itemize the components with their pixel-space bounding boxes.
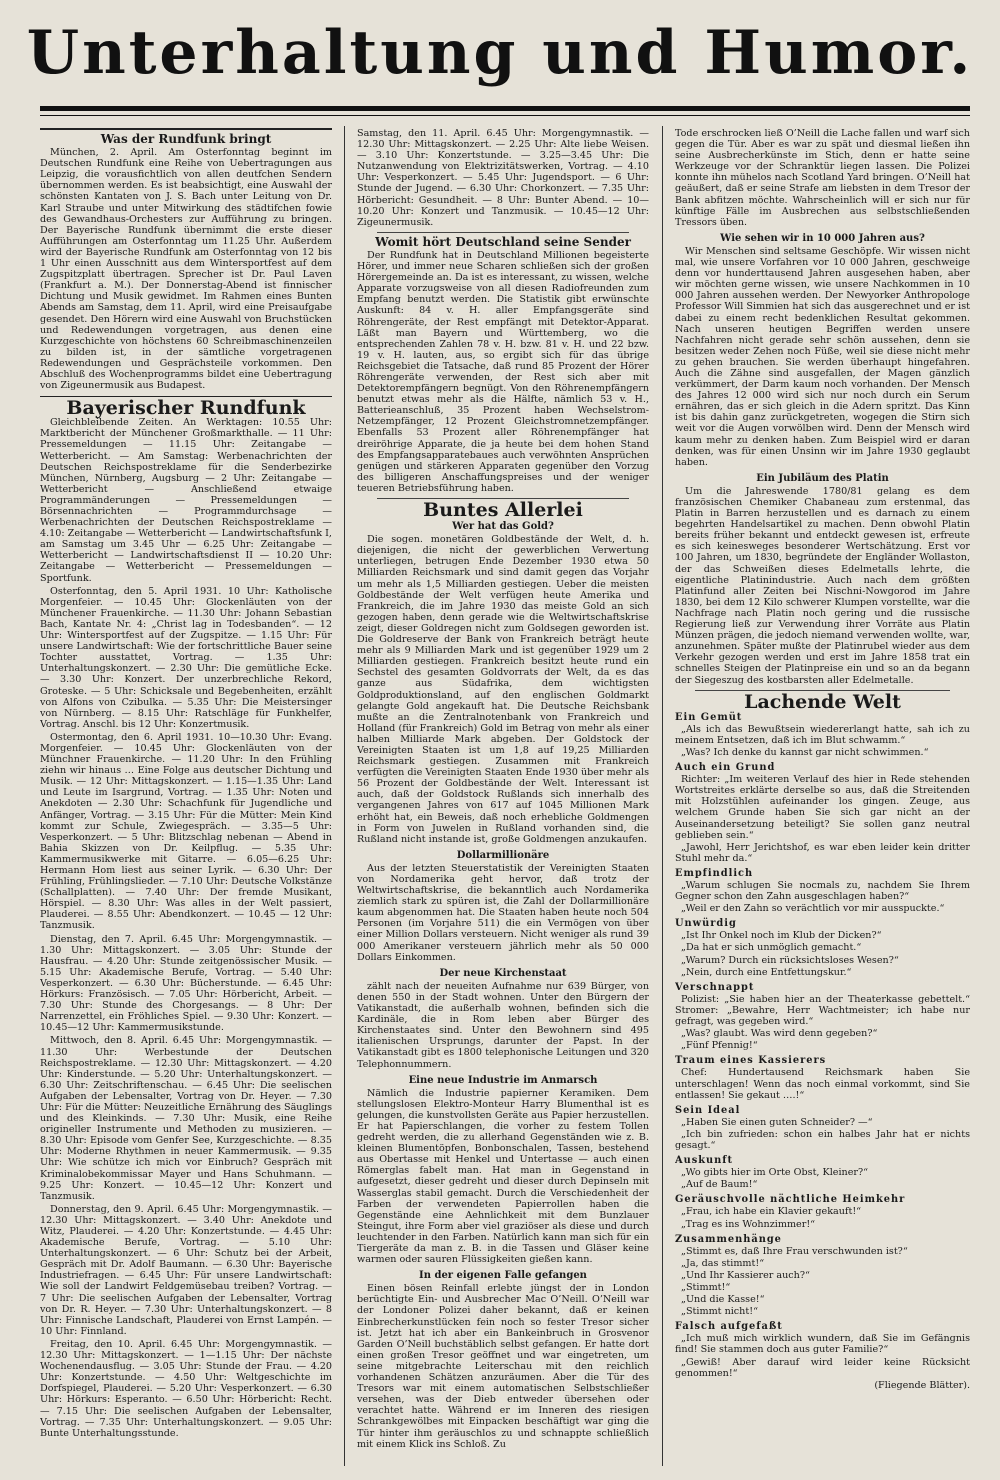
- article-heading: Was der Rundfunk bringt: [100, 132, 272, 146]
- article-text: Nämlich die Industrie papierner Keramiken. Dem stellungslosen Elektro-Monteur Harry Blumenthal ist es gelungen, die kunstvollsten Geräte aus Papier herzustellen. Er hat Papierschlangen, die vorher zu festem Tollen gedreht werden, die zu allerhand Gegenständen wie z. B. kleinen Blumentöpfen, Bonbonschalen, Tassen, bestehend aus Obertasse mit Henkel und Untertasse — auch einen Römerglas fabelt man. Hat man in Gegenstand in aufgesetzt, dieser gedreht und dieser durch Depinseln mit Wasserglas stabil gemacht. Durch die Verschiedenheit der Farben der verwendeten Papierrollen haben die Gegenstände eine Aehnlichkeit mit dem Bunzlauer Steingut, ihre Form aber viel graziöser als diese und durch leuchtender in den Farben. Natürlich kann man sich für ein Tiergeräte da man z. B. in die Tassen und Gläser keine warmen oder sauren Flüssigkeiten gießen kann.: [357, 1087, 649, 1266]
- article-text: zählt nach der neueiten Aufnahme nur 639 Bürger, von denen 550 in der Stadt wohnen. Unter den Bürgern der Vatikanstadt, die außerhalb wohnen, befinden sich die Kardinäle, die in Rom leben aber Bürger des Kirchenstaates sind. Unter den Bewohnern sind 495 italienischen Ursprungs, darunter der Papst. In der Vatikanstadt gibt es 1800 telephonische Leitungen und 320 Telephonnummern.: [357, 980, 649, 1070]
- masthead-rule-thick: [40, 106, 970, 111]
- joke-title: Falsch aufgefaßt: [675, 1321, 783, 1333]
- joke-line: „Da hat er sich unmöglich gemacht.“: [681, 942, 862, 954]
- program-text: Mittwoch, den 8. April. 6.45 Uhr: Morgengymnastik. — 11.30 Uhr: Werbestunde der Deutschen Reichspostreklame. — 12.30 Uhr: Mittagskonzert. — 4.20 Uhr: Kinderstunde. — 5.20 Uhr: Unterhaltungskonzert. — 6.30 Uhr: Zeitschriftenschau. — 6.45 Uhr: Die seelischen Aufgaben der Lebensalter, Vortrag von Dr. Heyer. — 7.30 Uhr: Für die Mütter: Neuzeitliche Ernährung des Säuglings und des Kleinkinds. — 7.30 Uhr: Musik, eine Reihe origineller Instrumente und Methoden zu musizieren. — 8.30 Uhr: Episode vom Genfer See, Kurzgeschichte. — 8.35 Uhr: Moderne Rhythmen in neuer Kammermusik. — 9.35 Uhr: Wie schütze ich mich vor Einbruch? Gespräch mit Kriminalobekommissar Mayer und Hans Schuhmann. — 9.25 Uhr: Konzert. — 10.45—12 Uhr: Konzert und Tanzmusik.: [40, 1035, 332, 1202]
- joke-line: „Stimmt nicht!“: [681, 1306, 758, 1318]
- joke-line: „Stimmt es, daß Ihre Frau verschwunden ist?“: [681, 1245, 908, 1257]
- masthead-rule-thin: [40, 115, 970, 116]
- jokes-list: [675, 712, 970, 1379]
- article-subheading: In der eigenen Falle gefangen: [419, 1270, 587, 1282]
- article-text: Einen bösen Reinfall erlebte jüngst der in London berüchtigte Ein- und Ausbrecher Mac O’Neill. O’Neill war der Londoner Polizei daher bekannt, daß er keinen Einbrecherkunstlücken fein noch so fester Tresor sicher ist. Jetzt hat ich aber ein Bankeinbruch in Grosvenor Garden O’Neill buchstäblich selbst gefangen. Er hatte dort einen großen Tresor geöffnet und war eingetreten, um seine mitgebrachte Leiterschau mit den reichlich vorhandenen Schätzen anzuräumen. Aber die Tür des Tresors war mit einem automatischen Selbstschließer versehen, was der Dieb entweder übersehen oder verachtet hatte. Während er im Inneren des riesigen Schrankgewölbes mit Einpacken beschäftigt war ging die Tür hinter ihm geräuschlos zu und schnappte schließlich mit einem Klick ins Schloß. Zu: [357, 1283, 649, 1450]
- joke-title: Geräuschvolle nächtliche Heimkehr: [675, 1194, 906, 1206]
- joke-title: Ein Gemüt: [675, 711, 743, 723]
- article-text: München, 2. April. Am Osterfonntag beginnt im Deutschen Rundfunk eine Reihe von Uebertragungen aus Leipzig, die vorausfichtlich von allen deutfchen Sendern übernommen werden. Es ist beabsichtigt, eine Auswahl der schönsten Kantaten von J. S. Bach unter Leitung von Dr. Karl Straube und unter Mitwirkung des städtifchen fowie des Gewandhaus-Orchesters zur Aufführung zu bringen. Der Bayerische Rundfunk übernimmt die erste dieser Aufführungen am Osterfonntag um 11.25 Uhr. Außerdem wird der Bayerische Rundfunk am Osterfonntag von 12 bis 1 Uhr einen Ausschnitt aus dem Wintersportfest auf dem Zugspitzplatt übertragen. Sprecher ist Dr. Paul Laven (Frankfurt a. M.). Der Donnerstag-Abend ist finnischer Dichtung und Musik gewidmet. Im Rahmen eines Bunten Abends am Samstag, dem 11. April, wird eine Preisaufgabe gesendet. Den Hörern wird eine Auswahl von Bruchstücken und Redewendungen vorgetragen, aus denen eine Kurzgeschichte von höchstens 60 Schreibmaschinenzeilen zu bilden ist, in der sämtliche vorgetragenen Redewendungen und Gesprächsteile vorkommen. Den Abschluß des Wochenprogramms bildet eine Uebertragung von Zigeunermusik aus Budapest.: [40, 147, 332, 392]
- article-subheading: Der neue Kirchenstaat: [439, 967, 567, 979]
- joke-line: „Nein, durch eine Entfettungskur.“: [681, 966, 852, 978]
- joke-line: „Ja, das stimmt!“: [681, 1257, 765, 1269]
- section-heading: Lachende Welt: [744, 690, 901, 713]
- joke-title: Sein Ideal: [675, 1104, 741, 1116]
- joke-title: Auskunft: [675, 1155, 734, 1167]
- joke-line: Richter: „Im weiteren Verlauf des hier in Rede stehenden Wortstreites erklärte derselbe so aus, daß die Streitenden mit Holzstühlen aufeinander los gingen. Zeuge, aus welchem Grunde haben Sie sich gar nicht an der Auseinandersetzung beteiligt? Sie sollen ganz neutral geblieben sein.“: [675, 774, 970, 841]
- joke-line: „Warum? Durch ein rücksichtsloses Wesen?“: [681, 954, 899, 966]
- joke-title: Zusammenhänge: [675, 1233, 782, 1245]
- article-subheading: Wer hat das Gold?: [452, 521, 554, 533]
- program-text: Samstag, den 11. April. 6.45 Uhr: Morgengymnastik. — 12.30 Uhr: Mittagskonzert. — 2.25 Uhr: Alte liebe Weisen. — 3.10 Uhr: Konzertstunde. — 3.25—3.45 Uhr: Die Nutzanwendung von Elektrizitätswerken, Vortrag. — 4.10 Uhr: Vesperkonzert. — 5.45 Uhr: Jugendsport. — 6 Uhr: Stunde der Jugend. — 6.30 Uhr: Chorkonzert. — 7.35 Uhr: Hörbericht: Gesundheit. — 8 Uhr: Bunter Abend. — 10—10.20 Uhr: Konzert und Tanzmusik. — 10.45—12 Uhr: Zigeunermusik.: [357, 128, 649, 228]
- joke-line: „Fünf Pfennig!“: [681, 1040, 758, 1052]
- column-3: [675, 128, 970, 1464]
- joke-title: Verschnappt: [675, 981, 755, 993]
- program-text: Ostermontag, den 6. April 1931. 10—10.30 Uhr: Evang. Morgenfeier. — 10.45 Uhr: Glockenläuten von der Münchner Frauenkirche. — 11.20 Uhr: In den Frühling ziehn wir hinaus … Eine Folge aus deutscher Dichtung und Musik. — 12 Uhr: Mittagskonzert. — 1.15—1.35 Uhr: Land und Leute im Isargrund, Vortrag. — 1.35 Uhr: Noten und Anekdoten — 2.30 Uhr: Schachfunk für Jugendliche und Anfänger, Vortrag. — 3.15 Uhr: Für die Mütter: Mein Kind kommt zur Schule, Zwiegespräch. — 3.35—5 Uhr: Vesperkonzert. — 5 Uhr: Blitzschlag nebenan — Abend in Bahia Skizzen von Dr. Keilpflug. — 5.35 Uhr: Kammermusikwerke mit Gitarre. — 6.05—6.25 Uhr: Hermann Hom liest aus seiner Lyrik. — 6.30 Uhr: Der Frühling, Frühlingslieder. — 7.10 Uhr: Deutsche Volkstänze (Schallplatten). — 7.40 Uhr: Der fremde Musikant, Hörspiel. — 8.30 Uhr: Was alles in der Welt passiert, Plauderei. — 8.55 Uhr: Abendkonzert. — 10.45 — 12 Uhr: Tanzmusik.: [40, 731, 332, 932]
- column-divider: [662, 126, 663, 1466]
- program-text: Donnerstag, den 9. April. 6.45 Uhr: Morgengymnastik. — 12.30 Uhr: Mittagskonzert. — 3.40 Uhr: Anekdote und Witz, Plauderei. — 4.20 Uhr: Konzertstunde. — 4.45 Uhr: Akademische Berufe, Vortrag. — 5.10 Uhr: Unterhaltungskonzert. — 6 Uhr: Schutz bei der Arbeit, Gespräch mit Dr. Adolf Baumann. — 6.30 Uhr: Bayerische Industriefragen. — 6.45 Uhr: Für unsere Landwirtschaft: Wie soll der Landwirt Feldgemüsebau treiben? Vortrag. — 7 Uhr: Die seelischen Aufgaben der Lebensalter, Vortrag von Dr. R. Heyer. — 7.30 Uhr: Unterhaltungskonzert. — 8 Uhr: Finnische Landschaft, Plauderei von Ernst Lampén. — 10 Uhr: Finnland.: [40, 1203, 332, 1337]
- column-divider: [344, 126, 345, 1466]
- article-heading: Womit hört Deutschland seine Sender: [375, 234, 631, 249]
- joke-line: „Stimmt!“: [681, 1282, 731, 1293]
- program-text: Freitag, den 10. April. 6.45 Uhr: Morgengymnastik. — 12.30 Uhr: Mittagskonzert. — 1—1.15 Uhr: Der nächste Wochenendausflug. — 3.05 Uhr: Stunde der Frau. — 4.20 Uhr: Konzertstunde. — 4.50 Uhr: Weltgeschichte im Dorfspiegel, Plauderei. — 5.20 Uhr: Vesperkonzert. — 6.30 Uhr: Hörkurs: Esperanto. — 6.50 Uhr: Hörbericht: Recht. — 7.15 Uhr: Die seelischen Aufgaben der Lebensalter, Vortrag. — 7.35 Uhr: Unterhaltungskonzert. — 9.05 Uhr: Bunte Unterhaltungsstunde.: [40, 1338, 332, 1439]
- source-credit: (Fliegende Blätter).: [874, 1379, 970, 1391]
- article-subheading: Ein Jubiläum des Platin: [756, 472, 889, 484]
- joke-line: Polizist: „Sie haben hier an der Theaterkasse gebettelt.“ Stromer: „Bewahre, Herr Wachtmeister; ich habe nur gefragt, was gegeben wird.“: [675, 993, 970, 1028]
- joke-line: „Ich muß mich wirklich wundern, daß Sie im Gefängnis find! Sie stammen doch aus guter Familie?“: [675, 1333, 970, 1356]
- joke-title: Empfindlich: [675, 867, 754, 879]
- joke-line: „Jawohl, Herr Jerichtshof, es war eben leider kein dritter Stuhl mehr da.“: [675, 841, 970, 864]
- joke-line: „Warum schlugen Sie nocmals zu, nachdem Sie Ihrem Gegner schon den Zahn ausgeschlagen haben?“: [675, 880, 970, 903]
- joke-line: „Auf de Baum!“: [681, 1179, 758, 1191]
- article-text: Der Rundfunk hat in Deutschland Millionen begeisterte Hörer, und immer neue Scharen schließen sich der großen Hörergemeinde an. Da ist es interessant, zu wissen, welche Apparate vorzugsweise von all diesen Radiofreunden zum Empfang benutzt werden. Die Statistik gibt erwünschte Auskunft: 84 v. H. aller Empfangsgeräte sind Röhrengeräte, der Rest empfängt mit Detektor-Apparat. Läßt man Bayern und Württemberg, wo die entsprechenden Zahlen 78 v. H. bzw. 81 v. H. und 22 bzw. 19 v. H. lauten, aus, so ergibt sich für das übrige Reichsgebiet die Tatsache, daß rund 85 Prozent der Hörer Röhrengeräte verwenden, der Rest sich aber mit Detektorempfängern begnügt. Von den Röhrenempfängern benutzt etwas mehr als die Hälfte, nämlich 53 v. H., Batterieanschluß, 35 Prozent haben Wechselstrom-Netzempfänger, 12 Prozent Gleichstromnetzempfänger. Ebenfalls 53 Prozent aller Röhrenempfänger hat dreiröhrige Apparate, die ja heute bei dem hohen Stand des Empfangsapparatebaues auch verwöhnten Ansprüchen genügen und stärkeren Apparaten gegenüber den Vorzug des billigeren Anschaffungspreises und der weniger teueren Betriebsführung haben.: [357, 249, 649, 494]
- article-subheading: Dollarmillionäre: [456, 849, 550, 861]
- joke-line: „Haben Sie einen guten Schneider? —“: [681, 1116, 873, 1128]
- article-text: Die sogen. monetären Goldbestände der Welt, d. h. diejenigen, die nicht der gewerblichen Verwertung unterliegen, betrugen Ende Dezember 1930 etwa 50 Milliarden Reichsmark und sind damit gegen das Vorjahr um mehr als 1,5 Milliarden gestiegen. Ueber die meisten Goldbestände der Welt verfügen heute Amerika und Frankreich, die im Jahre 1930 das meiste Gold an sich gezogen haben, denn gerade wie die Weltwirtschaftskrise zeigt, dieser Goldregen nicht zum Goldsegen geworden ist. Die Goldreserve der Bank von Frankreich beträgt heute mehr als 9 Milliarden Mark und ist gegenüber 1929 um 2 Milliarden gestiegen. Frankreich besitzt heute rund ein Sechstel des gesamten Goldvorrats der Welt, da es das ganze aus Südafrika, dem wichtigsten Goldproduktionsland, auf den englischen Goldmarkt gelangte Gold angekauft hat. Die Deutsche Reichsbank mußte an die Zentralnotenbank von Frankreich und Holland (für Frankreich) Gold im Betrag von mehr als einer halben Milliarde Mark abgeben. Der Goldstock der Vereinigten Staaten ist um 1,8 auf 19,25 Milliarden Reichsmark gestiegen. Zusammen mit Frankreich verfügten die Vereinigten Staaten Ende 1930 über mehr als 56 Prozent der Goldbestände der Welt. Interessant ist auch, daß der Goldstock Rußlands sich innerhalb des vergangenen Jahres von 617 auf 1045 Millionen Mark erhöht hat, ein Beweis, daß noch erhebliche Goldmengen in Form von Juwelen in Rußland vorhanden sind, die Rußland nicht instande ist, große Goldmengen anzukaufen.: [357, 534, 649, 845]
- joke-title: Auch ein Grund: [675, 762, 776, 774]
- joke-line: „Trag es ins Wohnzimmer!“: [681, 1218, 816, 1230]
- section-heading: Bayerischer Rundfunk: [66, 397, 306, 420]
- program-text: Osterfonntag, den 5. April 1931. 10 Uhr: Katholische Morgenfeier. — 10.45 Uhr: Glockenläuten von der Münchener Frauenkirche. — 11.30 Uhr: Johann Sebastian Bach, Kantate Nr. 4: „Christ lag in Todesbanden“. — 12 Uhr: Wintersportfest auf der Zugspitze. — 1.15 Uhr: Für unsere Landwirtschaft: Wie der fortschrittliche Bauer seine Tochter ausstattet, Vortrag. — 1.35 Uhr: Unterhaltungskonzert. — 2.30 Uhr: Die gemütliche Ecke. — 3.30 Uhr: Konzert. Der unzerbrechliche Rekord, Groteske. — 5 Uhr: Schicksale und Begebenheiten, erzählt von Alfons von Czibulka. — 5.35 Uhr: Die Meistersinger von Nürnberg. — 8.15 Uhr: Ratschläge für Funkhelfer, Vortrag. Anschl. bis 12 Uhr: Konzertmusik.: [40, 585, 332, 730]
- joke-title: Unwürdig: [675, 918, 737, 930]
- masthead: Unterhaltung und Humor.: [26, 18, 974, 88]
- column-1: [40, 128, 332, 1464]
- joke-title: Traum eines Kassierers: [675, 1055, 827, 1067]
- rundfunk-box: [40, 128, 332, 397]
- article-text: Tode erschrocken ließ O’Neill die Lache fallen und warf sich gegen die Tür. Aber es war zu spät und diesmal ließen ihn seine Ausbrecherkünste im Stich, denn er hatte seine Werkzeuge vor der Schranktür liegen lassen. Die Polizei konnte ihn mühelos nach Scotland Yard bringen. O’Neill hat geäußert, daß er seine Strafe am liebsten in dem Tresor der Bank abfitzen möchte. Wahrscheinlich will er sich nur für künftige Fälle im Ausbrechen aus selbstschließenden Tressors üben.: [675, 128, 970, 228]
- joke-line: „Als ich das Bewußtsein wiedererlangt hatte, sah ich zu meinem Entsetzen, daß ich im Blut schwamm.“: [675, 723, 970, 746]
- divider: [377, 232, 629, 233]
- article-subheading: Eine neue Industrie im Anmarsch: [408, 1074, 598, 1086]
- program-text: Dienstag, den 7. April. 6.45 Uhr: Morgengymnastik. — 1.30 Uhr: Mittagskonzert. — 3.05 Uhr: Stunde der Hausfrau. — 4.20 Uhr: Stunde zeitgenössischer Musik. — 5.15 Uhr: Akademische Berufe, Vortrag. — 5.40 Uhr: Vesperkonzert. — 6.30 Uhr: Bücherstunde. — 6.45 Uhr: Hörkurs: Französisch. — 7.05 Uhr: Hörbericht, Arbeit. — 7.30 Uhr: Stunde des Chorgesangs. — 8 Uhr: Der Narrenzettel, ein Fröhliches Spiel. — 9.30 Uhr: Konzert. — 10.45—12 Uhr: Kammermusikstunde.: [40, 933, 332, 1034]
- section-heading: Buntes Allerlei: [423, 499, 583, 521]
- article-subheading: Wie sehen wir in 10 000 Jahren aus?: [720, 232, 925, 244]
- joke-line: „Und die Kasse!“: [681, 1294, 765, 1306]
- joke-line: „Ich bin zufrieden: schon ein halbes Jahr hat er nichts gesagt.“: [675, 1128, 970, 1151]
- joke-line: „Ist Ihr Onkel noch im Klub der Dicken?“: [681, 930, 882, 942]
- article-text: Aus der letzten Steuerstatistik der Vereinigten Staaten von Nordamerika geht hervor, daß trotz der Weltwirtschaftskrise, die bekanntlich auch Nordamerika ziemlich stark zu spüren ist, die Zahl der Dollarmillionäre kaum abgenommen hat. Die Staaten haben heute noch 504 Personen (im Vorjahre 511) die ein Vermögen von über einer Million Dollars versteuern. Nicht weniger als rund 39 000 Amerikaner versteuern jährlich mehr als 50 000 Dollars Einkommen.: [357, 862, 649, 963]
- joke-line: „Was? glaubt. Was wird denn gegeben?“: [681, 1028, 878, 1040]
- joke-line: „Gewiß! Aber darauf wird leider keine Rücksicht genommen!“: [675, 1356, 970, 1379]
- joke-line: „Weil er den Zahn so verächtlich vor mir ausspuckte.“: [681, 903, 945, 915]
- column-2: [357, 128, 649, 1464]
- joke-line: „Frau, ich habe ein Klavier gekauft!“: [681, 1206, 862, 1218]
- program-text: Gleichbleibende Zeiten. An Werktagen: 10.55 Uhr: Marktbericht der Münchener Großmarkthalle. — 11 Uhr: Pressemeldungen — 11.15 Uhr: Zeitangabe — Wetterbericht. — Am Samstag: Werbenachrichten der Deutschen Reichspostreklame für die Senderbezirke München, Nürnberg, Augsburg — 2 Uhr: Zeitangabe — Wetterbericht — Anschließend etwaige Programmänderungen — Pressemeldungen — Börsennachrichten — Programmdurchsage — Werbenachrichten der Deutschen Reichspostreklame — 4.10: Zeitangabe — Wetterbericht — Landwirtschaftsfunk I, am Samstag um 3.45 Uhr — 6.25 Uhr: Zeitangabe — Wetterbericht — Landwirtschaftsdienst II — 10.20 Uhr: Zeitangabe — Wetterbericht — Pressemeldungen — Sportfunk.: [40, 417, 332, 584]
- joke-line: „Und Ihr Kassierer auch?“: [681, 1269, 810, 1281]
- article-text: Wir Menschen sind seltsame Geschöpfe. Wir wissen nicht mal, wie unsere Vorfahren vor 10 000 Jahren, geschweige denn vor hunderttausend Jahren ausgesehen haben, aber wir möchten gerne wissen, wie unsere Nachkommen in 10 000 Jahren aussehen werden. Der Newyorker Anthropologe Professor Will Simmien hat sich das ausgerechnet und er ist dabei zu einem recht bedenklichen Resultat gekommen. Nach unseren heutigen Begriffen werden unsere Nachfahren nicht gerade sehr schön aussehen, denn sie besitzen weder Zehen noch Füße, weil sie diese nicht mehr zu gehen brauchen. Sie werden überhaupt hingefahren. Auch die Zähne sind ausgefallen, der Magen gänzlich verkümmert, der Darm kaum noch vorhanden. Der Mensch des Jahres 12 000 wird sich nur noch durch ein Serum ernähren, das er sich gleich in die Adern spritzt. Das Kinn ist bis dahin ganz zurückgetreten, wogegen die Stirn sich weit vor die Augen vorwölben wird. Denn der Mensch wird kaum mehr zu denken haben. Zum Beispiel wird er daran denken, was für einen Unsinn wir im Jahre 1930 geglaubt haben.: [675, 245, 970, 468]
- joke-line: „Wo gibts hier im Orte Obst, Kleiner?“: [681, 1167, 869, 1179]
- joke-line: Chef: Hundertausend Reichsmark haben Sie unterschlagen! Wenn das noch einmal vorkommt, sind Sie entlassen! Sie gekaut ….!“: [675, 1067, 970, 1101]
- article-text: Um die Jahreswende 1780/81 gelang es dem französischen Chemiker Chabaneau zum erstenmal, das Platin in Barren herzustellen und es darnach zu einem begehrten Handelsartikel zu machen. Denn obwohl Platin bereits früher bekannt und entdeckt gewesen ist, erfreute es sich keinesweges besonderer Wertschätzung. Erst vor 100 Jahren, um 1830, begründete der Engländer Wollaston, der das Schweißen dieses Edelmetalls lehrte, die eigentliche Platinindustrie. Auch nach dem größten Platinfund aller Zeiten bei Nischni-Nowgorod im Jahre 1830, bei dem 12 Kilo schwerer Klumpen vorstellte, war die Nachfrage nach Platin noch gering und die russische Regierung ließ zur Verwendung ihrer Vorräte aus Platin Münzen prägen, die jedoch niemand verwenden wollte, war, anzunehmen. Später mußte der Platinrubel wieder aus dem Verkehr gezogen werden und erst im Jahre 1858 trat ein schnelles Steigen der Platinpreise ein und so an da begann der Siegeszug des kostbarsten aller Edelmetalle.: [675, 485, 970, 686]
- joke-line: „Was? Ich denke du kannst gar nicht schwimmen.“: [681, 746, 929, 758]
